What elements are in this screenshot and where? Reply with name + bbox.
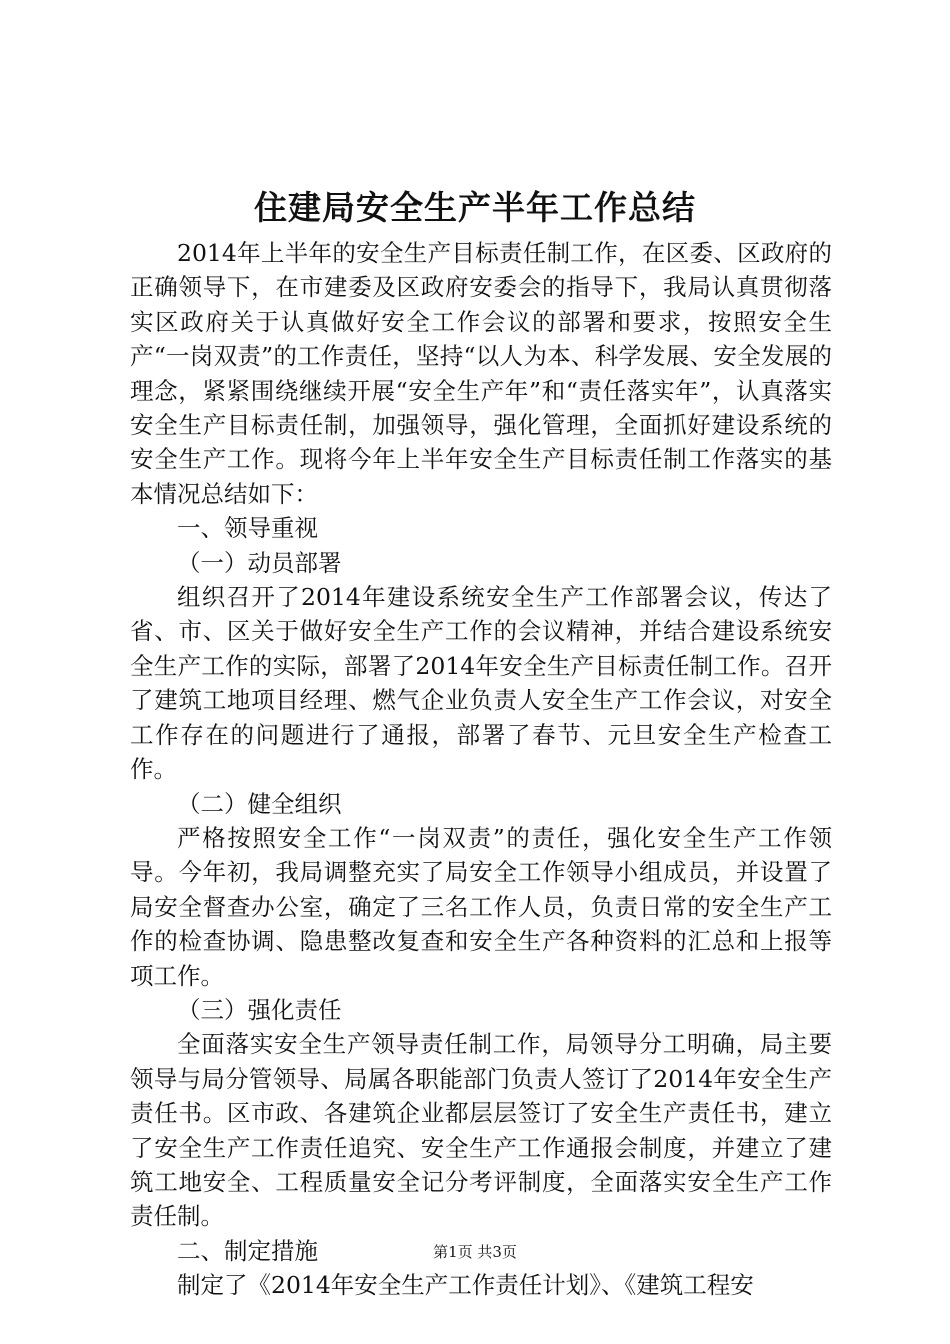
paragraph-measures: 制定了《2014年安全生产工作责任计划》、《建筑工程安 [177, 1271, 754, 1300]
subsection-heading-1-2: （二）健全组织 [177, 789, 342, 818]
paragraph-intro: 2014年上半年的安全生产目标责任制工作，在区委、区政府的正确领导下，在市建委及区政府安委会的指导下，我局认真贯彻落实区政府关于认真做好安全工作会议的部署和要求，按照安全生产“一岗双责”的工作责任，坚持“以人为本、科学发展、安全发展的理念，紧紧围绕继续开展“安全生产年”和“责任落实年”，认真落实安全生产目标责任制，加强领导，强化管理，全面抓好建设系统的安全生产工作。现将今年上半年安全生产目标责任制工作落实的基本情况总结如下： [130, 239, 832, 508]
document-title: 住建局安全生产半年工作总结 [254, 188, 696, 227]
subsection-heading-1-3: （三）强化责任 [177, 995, 342, 1024]
paragraph-responsibility: 全面落实安全生产领导责任制工作，局领导分工明确，局主要领导与局分管领导、局属各职能部门负责人签订了2014年安全生产责任书。区市政、各建筑企业都层层签订了安全生产责任书，建立了安全生产工作责任追究、安全生产工作通报会制度，并建立了建筑工地安全、工程质量安全记分考评制度，全面落实安全生产工作责任制。 [130, 1030, 832, 1231]
section-heading-1: 一、领导重视 [177, 514, 318, 543]
subsection-heading-1-1: （一）动员部署 [177, 548, 342, 577]
section-heading-2: 二、制定措施 [177, 1236, 318, 1265]
page-number-footer: 第1页 共3页 [433, 1243, 517, 1261]
paragraph-organization: 严格按照安全工作“一岗双责”的责任，强化安全生产工作领导。今年初，我局调整充实了局安全工作领导小组成员，并设置了局安全督查办公室，确定了三名工作人员，负责日常的安全生产工作的检查协调、隐患整改复查和安全生产各种资料的汇总和上报等项工作。 [130, 823, 832, 990]
paragraph-mobilization: 组织召开了2014年建设系统安全生产工作部署会议，传达了省、市、区关于做好安全生产工作的会议精神，并结合建设系统安全生产工作的实际，部署了2014年安全生产目标责任制工作。召开了建筑工地项目经理、燃气企业负责人安全生产工作会议，对安全工作存在的问题进行了通报，部署了春节、元旦安全生产检查工作。 [130, 583, 832, 784]
document-body [130, 236, 832, 1303]
